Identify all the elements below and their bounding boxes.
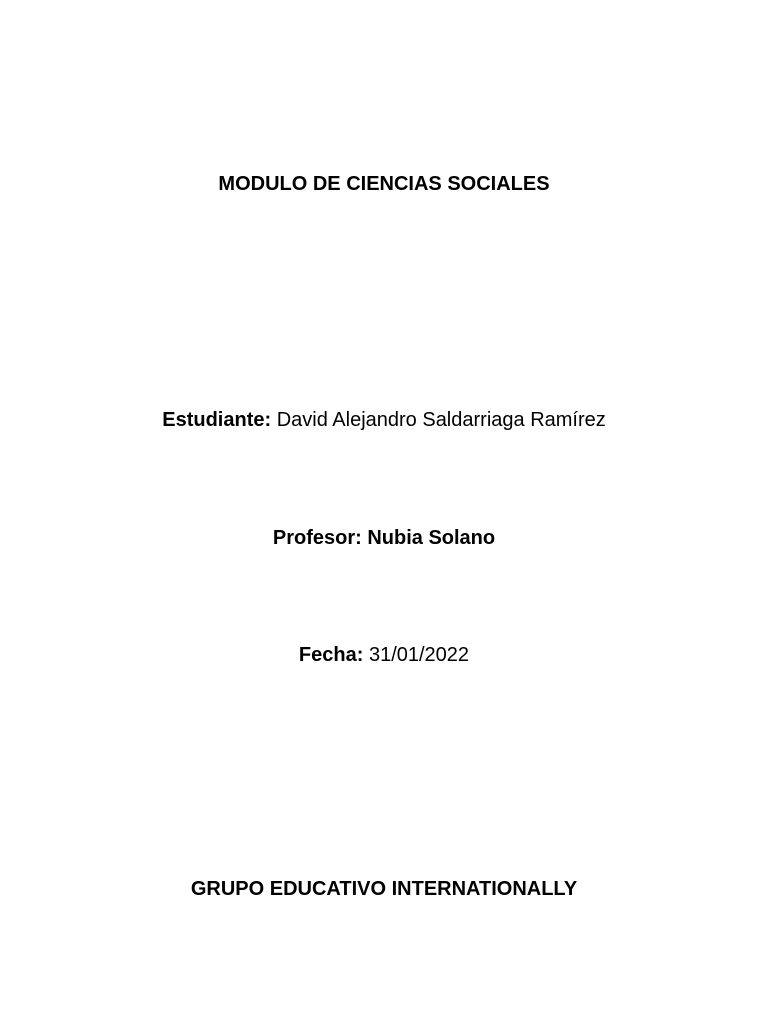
student-name: David Alejandro Saldarriaga Ramírez — [276, 409, 606, 431]
student-line — [0, 408, 768, 432]
teacher-label: Profesor: — [272, 527, 362, 549]
teacher-name: Nubia Solano — [367, 527, 496, 549]
student-label: Estudiante: — [162, 409, 272, 431]
date-value: 31/01/2022 — [368, 644, 470, 666]
date-line — [0, 643, 768, 667]
date-label: Fecha: — [298, 644, 364, 666]
teacher-line — [0, 526, 768, 550]
institution-name: GRUPO EDUCATIVO INTERNATIONALLY — [190, 878, 578, 900]
document-title: MODULO DE CIENCIAS SOCIALES — [218, 173, 550, 195]
